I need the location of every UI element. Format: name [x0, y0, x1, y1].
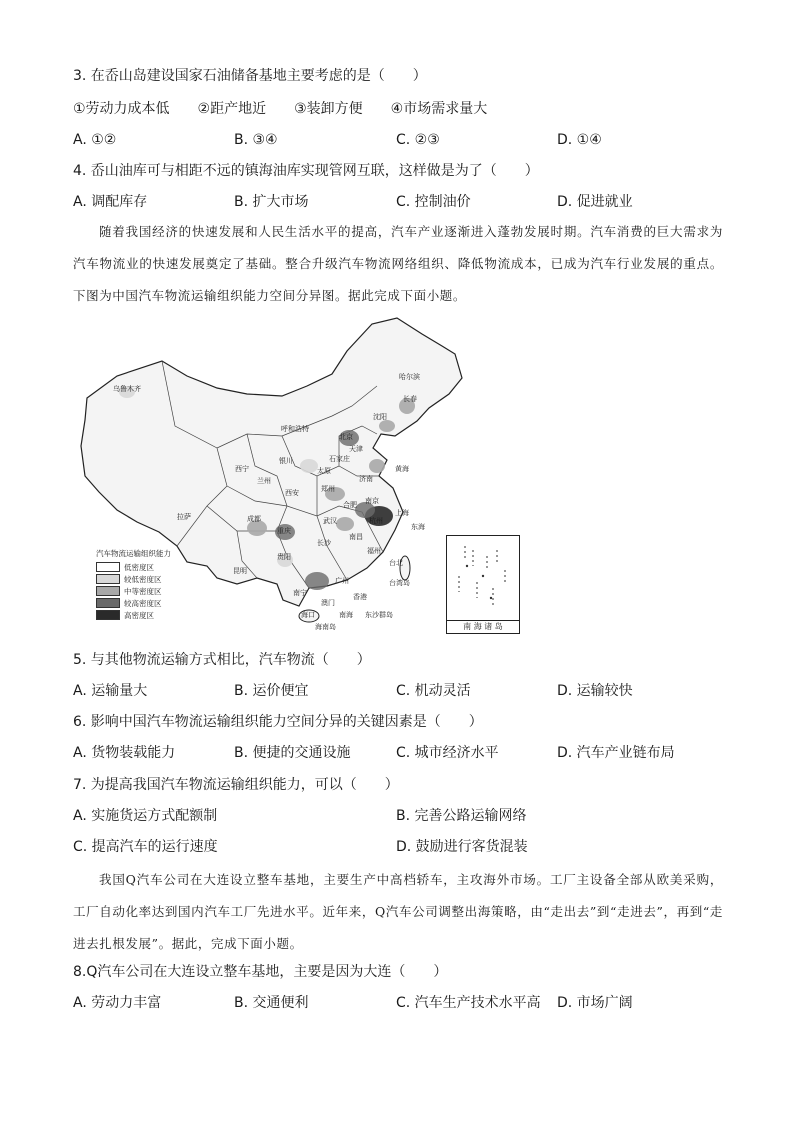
- city-label: 东沙群岛: [365, 611, 393, 619]
- legend-swatch: [96, 610, 120, 620]
- q7-option-a: A. 实施货运方式配额制: [73, 808, 218, 824]
- q3-option-b: B. ③④: [234, 132, 278, 148]
- city-label: 长春: [403, 395, 417, 403]
- city-label: 东海: [411, 523, 425, 531]
- city-label: 石家庄: [329, 455, 350, 463]
- q7-option-d: D. 鼓励进行客货混装: [396, 839, 528, 855]
- q6-option-d: D. 汽车产业链布局: [557, 745, 675, 761]
- city-label: 兰州: [257, 477, 271, 485]
- q6-stem: 6. 影响中国汽车物流运输组织能力空间分异的关键因素是（ ）: [73, 714, 483, 730]
- city-label: 广州: [335, 577, 349, 585]
- q7-option-c: C. 提高汽车的运行速度: [73, 839, 218, 855]
- city-label: 上海: [395, 509, 409, 517]
- q8-option-d: D. 市场广阔: [557, 995, 633, 1011]
- city-label: 南京: [365, 497, 379, 505]
- q8-option-c: C. 汽车生产技术水平高: [396, 995, 541, 1011]
- inset-map: [447, 536, 519, 620]
- q7-option-b: B. 完善公路运输网络: [396, 808, 527, 824]
- city-label: 武汉: [323, 517, 337, 525]
- q3-stem: 3. 在岙山岛建设国家石油储备基地主要考虑的是（ ）: [73, 68, 427, 84]
- city-label: 黄海: [395, 465, 409, 473]
- south-china-sea-inset: [446, 535, 520, 634]
- city-label: 南昌: [349, 533, 363, 541]
- q6-option-b: B. 便捷的交通设施: [234, 745, 351, 761]
- q6-option-a: A. 货物装载能力: [73, 745, 176, 761]
- city-label: 杭州: [369, 517, 383, 525]
- q8-option-a: A. 劳动力丰富: [73, 995, 162, 1011]
- city-label: 南海: [339, 611, 353, 619]
- city-label: 长沙: [317, 539, 331, 547]
- legend-item: [96, 561, 171, 573]
- q3-option-c: C. ②③: [396, 132, 440, 148]
- legend-swatch: [96, 598, 120, 608]
- q4-option-d: D. 促进就业: [557, 194, 633, 210]
- city-label: 银川: [279, 457, 293, 465]
- city-label: 重庆: [277, 527, 291, 535]
- q8-option-b: B. 交通便利: [234, 995, 309, 1011]
- q3-factors: ①劳动力成本低 ②距产地近 ③装卸方便 ④市场需求量大: [73, 101, 488, 117]
- city-label: 呼和浩特: [281, 425, 309, 433]
- legend-label: 较低密度区: [124, 574, 162, 584]
- city-label: 哈尔滨: [399, 373, 420, 381]
- inset-label: 南 海 诸 岛: [447, 620, 519, 633]
- passage-2-text: 我国Q汽车公司在大连设立整车基地，主要生产中高档轿车，主攻海外市场。工厂主设备全部从欧美采购，工厂自动化率达到国内汽车工厂先进水平。近年来，Q汽车公司调整出海策略，由“走出去”到“走进去”，再到“走进去扎根发展”。据此，完成下面小题。: [73, 872, 723, 951]
- legend-title: 汽车物流运输组织能力: [96, 549, 171, 558]
- passage-1: [73, 216, 723, 312]
- legend-item: [96, 585, 171, 597]
- legend-swatch: [96, 586, 120, 596]
- q4-option-b: B. 扩大市场: [234, 194, 309, 210]
- legend-label: 低密度区: [124, 562, 154, 572]
- city-label: 昆明: [233, 567, 247, 575]
- city-label: 贵阳: [277, 553, 291, 561]
- city-label: 成都: [247, 515, 261, 523]
- q4-option-a: A. 调配库存: [73, 194, 148, 210]
- city-label: 台北: [389, 559, 403, 567]
- city-label: 郑州: [321, 485, 335, 493]
- city-label: 西宁: [235, 465, 249, 473]
- city-label: 南宁: [293, 589, 307, 597]
- q5-option-a: A. 运输量大: [73, 683, 148, 699]
- legend-item: [96, 573, 171, 585]
- city-label: 澳门: [321, 599, 335, 607]
- q5-stem: 5. 与其他物流运输方式相比，汽车物流（ ）: [73, 652, 371, 668]
- city-label: 合肥: [343, 501, 357, 509]
- legend-item: [96, 609, 171, 621]
- q3-option-d: D. ①④: [557, 132, 602, 148]
- legend-label: 中等密度区: [124, 586, 162, 596]
- legend-swatch: [96, 562, 120, 572]
- q5-option-b: B. 运价便宜: [234, 683, 309, 699]
- map-legend: [96, 548, 171, 621]
- city-label: 北京: [339, 433, 353, 441]
- city-label: 海口: [301, 611, 315, 619]
- legend-item: [96, 597, 171, 609]
- legend-swatch: [96, 574, 120, 584]
- q5-option-c: C. 机动灵活: [396, 683, 471, 699]
- passage-2: [73, 864, 723, 960]
- q4-option-c: C. 控制油价: [396, 194, 471, 210]
- city-label: 济南: [359, 475, 373, 483]
- legend-label: 较高密度区: [124, 598, 162, 608]
- city-label: 天津: [349, 445, 363, 453]
- city-label: 福州: [367, 547, 381, 555]
- city-label: 海南岛: [315, 623, 336, 631]
- city-label: 西安: [285, 489, 299, 497]
- q5-option-d: D. 运输较快: [557, 683, 633, 699]
- q7-stem: 7. 为提高我国汽车物流运输组织能力，可以（ ）: [73, 777, 399, 793]
- q8-stem: 8.Q汽车公司在大连设立整车基地，主要是因为大连（ ）: [73, 964, 448, 980]
- city-label: 香港: [353, 593, 367, 601]
- passage-1-text: 随着我国经济的快速发展和人民生活水平的提高，汽车产业逐渐进入蓬勃发展时期。汽车消费的巨大需求为汽车物流业的快速发展奠定了基础。整合升级汽车物流网络组织、降低物流成本，已成为汽车行业发展的重点。下图为中国汽车物流运输组织能力空间分异图。据此完成下面小题。: [73, 224, 723, 303]
- city-label: 乌鲁木齐: [113, 385, 141, 393]
- q4-stem: 4. 岙山油库可与相距不远的镇海油库实现管网互联，这样做是为了（ ）: [73, 163, 539, 179]
- city-label: 台湾岛: [389, 579, 410, 587]
- city-label: 太原: [317, 467, 331, 475]
- city-label: 沈阳: [373, 413, 387, 421]
- q6-option-c: C. 城市经济水平: [396, 745, 499, 761]
- legend-label: 高密度区: [124, 610, 154, 620]
- city-label: 拉萨: [177, 513, 191, 521]
- q3-option-a: A. ①②: [73, 132, 117, 148]
